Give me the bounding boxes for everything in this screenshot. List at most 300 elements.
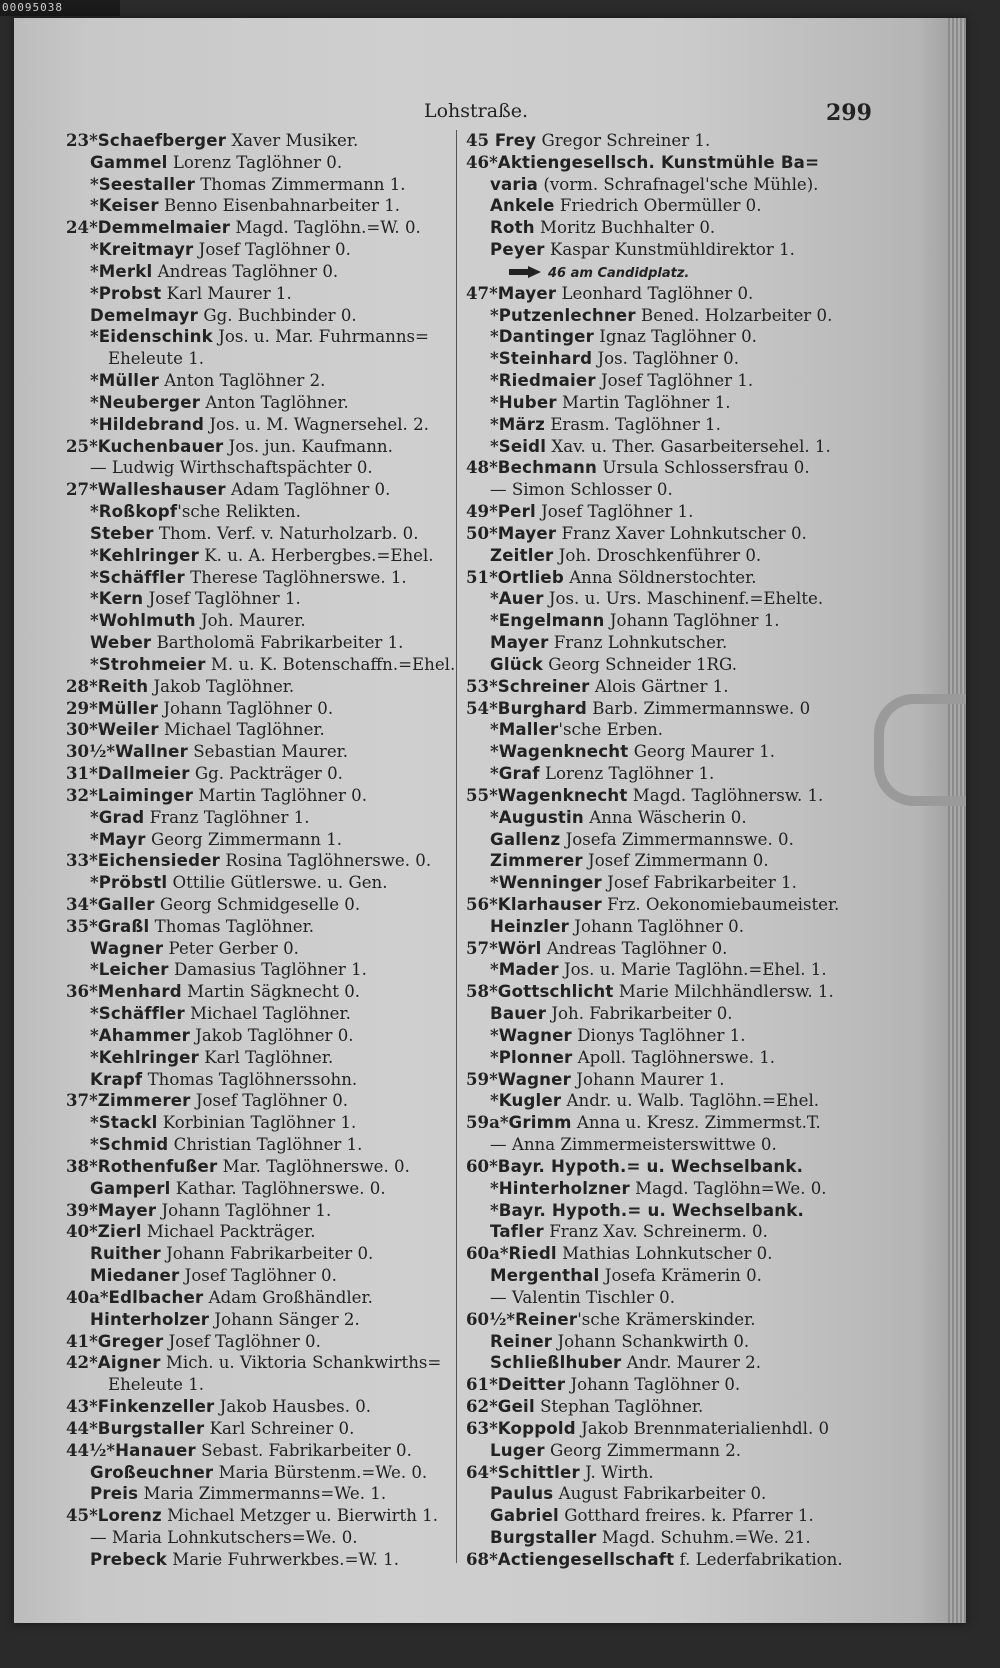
resident-surname: Aktiengesellsch. Kunstmühle Ba= xyxy=(497,152,820,172)
house-number: * xyxy=(490,391,499,412)
directory-entry xyxy=(466,348,886,370)
resident-details: Ursula Schlossersfrau 0. xyxy=(597,458,810,478)
house-number: * xyxy=(90,370,99,391)
resident-details: Adam Taglöhner 0. xyxy=(225,480,391,500)
directory-entry xyxy=(466,1221,886,1243)
resident-surname: Müller xyxy=(98,371,160,391)
resident-surname: Keiser xyxy=(98,196,159,216)
resident-surname: Wagner xyxy=(498,1025,572,1045)
resident-details: Ignaz Taglöhner 0. xyxy=(594,327,757,347)
house-number: 56* xyxy=(466,893,498,914)
house-number: 30½* xyxy=(66,741,116,762)
resident-details: Franz Taglöhner 1. xyxy=(144,807,310,827)
resident-details: Gotthard freires. k. Pfarrer 1. xyxy=(558,1506,814,1526)
resident-details: Andreas Taglöhner 0. xyxy=(541,938,728,958)
house-number: * xyxy=(90,282,99,303)
resident-details: Johann Maurer 1. xyxy=(571,1069,725,1089)
resident-surname: Graf xyxy=(498,764,540,784)
resident-details: Eheleute 1. xyxy=(108,349,205,369)
house-number: 31* xyxy=(66,763,98,784)
directory-entry xyxy=(466,217,886,239)
resident-details: August Fabrikarbeiter 0. xyxy=(553,1484,767,1504)
directory-entry xyxy=(66,1069,454,1091)
house-number: 36* xyxy=(66,981,98,1002)
directory-entry xyxy=(466,1527,886,1549)
resident-details: Magd. Taglöhn.=W. 0. xyxy=(230,218,421,238)
directory-entry xyxy=(66,152,454,174)
resident-surname: Actiengesellschaft xyxy=(497,1549,675,1569)
directory-entry xyxy=(66,174,454,196)
resident-surname: Mergenthal xyxy=(490,1266,600,1286)
resident-surname: Zimmerer xyxy=(490,851,583,871)
directory-entry xyxy=(66,370,454,392)
resident-details: Moritz Buchhalter 0. xyxy=(534,218,716,238)
resident-surname: Schittler xyxy=(497,1462,580,1482)
directory-entry xyxy=(466,436,886,458)
resident-surname: Ankele xyxy=(490,196,555,216)
resident-details: Apoll. Taglöhnerswe. 1. xyxy=(572,1047,776,1067)
directory-entry xyxy=(66,698,454,720)
resident-surname: Weiler xyxy=(97,720,159,740)
resident-details: 'sche Erben. xyxy=(558,720,664,740)
resident-details: Andreas Taglöhner 0. xyxy=(152,261,339,281)
resident-details: Magd. Taglöhn=We. 0. xyxy=(629,1178,827,1198)
resident-details: f. Lederfabrikation. xyxy=(674,1549,843,1569)
resident-surname: Maller xyxy=(498,720,559,740)
resident-surname: Wagner xyxy=(497,1069,572,1089)
resident-surname: Kuchenbauer xyxy=(97,436,224,456)
resident-details: Magd. Schuhm.=We. 21. xyxy=(596,1528,811,1547)
house-number: 60a* xyxy=(466,1243,509,1264)
house-number: * xyxy=(90,610,99,631)
resident-surname: Wallner xyxy=(115,742,189,762)
resident-surname: Demelmayr xyxy=(90,305,199,325)
directory-entry xyxy=(66,1178,454,1200)
directory-entry xyxy=(466,195,886,217)
house-number: 58* xyxy=(466,981,498,1002)
resident-surname: Mayer xyxy=(497,283,557,303)
resident-surname: Steinhard xyxy=(498,349,593,369)
directory-entry xyxy=(466,1047,886,1069)
directory-entry xyxy=(66,1331,454,1353)
resident-details: Andr. Maurer 2. xyxy=(621,1353,761,1373)
resident-surname: Demmelmaier xyxy=(97,218,231,238)
directory-entry xyxy=(66,719,454,741)
resident-details: — Anna Zimmermeisterswittwe 0. xyxy=(490,1135,777,1155)
directory-entry xyxy=(66,959,454,981)
resident-details: Mathias Lohnkutscher 0. xyxy=(556,1244,773,1264)
directory-entry xyxy=(66,588,454,610)
directory-entry xyxy=(466,1112,886,1134)
resident-surname: Probst xyxy=(98,283,162,303)
resident-surname: Zeitler xyxy=(490,545,554,565)
resident-surname: Roth xyxy=(490,218,535,238)
house-number: * xyxy=(90,544,99,565)
house-number: * xyxy=(490,719,499,740)
resident-surname: Bayr. Hypoth.= u. Wechselbank. xyxy=(498,1200,805,1220)
resident-details: Martin Taglöhner 1. xyxy=(556,392,731,412)
resident-details: Anna Wäscherin 0. xyxy=(583,807,747,827)
house-number: * xyxy=(490,588,499,609)
directory-entry xyxy=(466,981,886,1003)
pointing-hand-icon xyxy=(508,265,542,279)
resident-details: Jos. u. Urs. Maschinenf.=Ehelte. xyxy=(543,589,824,609)
resident-details: Xaver Musiker. xyxy=(226,131,359,150)
house-number: 40* xyxy=(66,1221,98,1242)
directory-entry xyxy=(466,1090,886,1112)
house-number: 45 xyxy=(466,130,495,150)
directory-entry xyxy=(66,261,454,283)
resident-details: — Maria Lohnkutschers=We. 0. xyxy=(90,1528,358,1547)
directory-entry xyxy=(66,1505,454,1527)
directory-entry xyxy=(466,370,886,392)
directory-entry xyxy=(66,1156,454,1178)
house-number: 49* xyxy=(466,501,498,522)
house-number: * xyxy=(90,872,99,893)
resident-surname: Bechmann xyxy=(497,458,598,478)
directory-entry xyxy=(466,1287,886,1309)
resident-details: — Valentin Tischler 0. xyxy=(490,1287,676,1307)
resident-details: Josef Taglöhner 0. xyxy=(190,1091,349,1111)
resident-surname: Steber xyxy=(90,523,154,543)
directory-entry xyxy=(66,436,454,458)
resident-details: Bened. Holzarbeiter 0. xyxy=(635,305,833,325)
directory-entry xyxy=(66,1549,454,1571)
directory-entry xyxy=(66,392,454,414)
resident-details: 'sche Krämerskinder. xyxy=(577,1309,756,1329)
house-number: 42* xyxy=(66,1352,98,1373)
resident-surname: Geil xyxy=(497,1397,535,1417)
resident-surname: Reith xyxy=(97,676,149,696)
resident-details: Michael Taglöhner. xyxy=(158,720,325,740)
resident-details: Karl Schreiner 0. xyxy=(204,1418,355,1438)
resident-details: 'sche Relikten. xyxy=(177,502,301,522)
resident-details: Karl Taglöhner. xyxy=(199,1047,334,1067)
resident-surname: Schreiner xyxy=(497,676,590,696)
resident-details: Martin Taglöhner 0. xyxy=(193,785,368,805)
house-number: 30* xyxy=(66,719,98,740)
directory-entry xyxy=(466,959,886,981)
directory-entry xyxy=(66,195,454,217)
resident-details: Mar. Taglöhnerswe. 0. xyxy=(217,1156,410,1176)
directory-entry xyxy=(66,130,454,152)
resident-surname: Kreitmayr xyxy=(98,240,194,260)
directory-entry xyxy=(466,130,886,152)
resident-surname: Huber xyxy=(498,392,557,412)
resident-surname: Ruither xyxy=(90,1244,161,1264)
house-number: 47* xyxy=(466,282,498,303)
house-number: * xyxy=(90,1024,99,1045)
directory-entry xyxy=(66,829,454,851)
resident-surname: Gottschlicht xyxy=(497,982,614,1002)
directory-entry xyxy=(66,1462,454,1484)
resident-details: Marie Fuhrwerkbes.=W. 1. xyxy=(167,1549,400,1569)
resident-surname: Greger xyxy=(97,1331,164,1351)
directory-entry xyxy=(66,1287,454,1309)
house-number: 62* xyxy=(466,1396,498,1417)
house-number: 24* xyxy=(66,217,98,238)
resident-details: Michael Taglöhner. xyxy=(184,1004,351,1024)
page-edge xyxy=(948,18,966,1623)
resident-details: Stephan Taglöhner. xyxy=(534,1397,704,1417)
resident-details: Jakob Taglöhner. xyxy=(148,676,295,696)
house-number: * xyxy=(490,1046,499,1067)
resident-surname: Heinzler xyxy=(490,916,570,936)
resident-surname: Frey xyxy=(494,131,537,150)
directory-entry xyxy=(466,1374,886,1396)
house-number: 53* xyxy=(466,675,498,696)
binder-clip xyxy=(874,694,966,806)
resident-details: Xav. u. Ther. Gasarbeitersehel. 1. xyxy=(546,436,831,456)
resident-details: Georg Schmidgeselle 0. xyxy=(154,894,361,914)
house-number: 64* xyxy=(466,1461,498,1482)
house-number: * xyxy=(490,872,499,893)
house-number: 29* xyxy=(66,697,98,718)
resident-surname: Hanauer xyxy=(115,1440,196,1460)
resident-details: Anton Taglöhner. xyxy=(200,392,349,412)
resident-details: J. Wirth. xyxy=(579,1462,654,1482)
house-number: * xyxy=(490,370,499,391)
house-number: * xyxy=(490,1177,499,1198)
directory-entry xyxy=(66,1112,454,1134)
directory-entry xyxy=(466,1025,886,1047)
resident-surname: Paulus xyxy=(490,1484,554,1504)
resident-surname: Wagenknecht xyxy=(498,742,629,762)
resident-details: M. u. K. Botenschaffn.=Ehel. xyxy=(205,654,456,674)
resident-details: Johann Taglöhner 1. xyxy=(604,611,780,631)
resident-details: Jos. u. Mar. Fuhrmanns= xyxy=(212,327,429,347)
resident-surname: Mayer xyxy=(97,1200,157,1220)
resident-details: Michael Metzger u. Bierwirth 1. xyxy=(161,1506,438,1526)
resident-details: Franz Xav. Schreinerm. 0. xyxy=(543,1222,768,1242)
resident-surname: Reiner xyxy=(490,1331,553,1351)
column-divider xyxy=(456,130,457,1563)
directory-entry xyxy=(466,545,886,567)
resident-details: Anna u. Kresz. Zimmermst.T. xyxy=(571,1113,821,1133)
directory-entry xyxy=(66,217,454,239)
resident-surname: Peyer xyxy=(490,240,545,260)
directory-entry xyxy=(466,283,886,305)
directory-entry xyxy=(466,938,886,960)
resident-details: Barb. Zimmermannswe. 0 xyxy=(586,698,811,718)
resident-details: Johann Fabrikarbeiter 0. xyxy=(160,1244,374,1264)
resident-surname: Luger xyxy=(490,1440,545,1460)
directory-entry xyxy=(466,523,886,545)
resident-details: — Ludwig Wirthschaftspächter 0. xyxy=(90,458,373,478)
resident-surname: Roßkopf xyxy=(98,502,178,522)
resident-surname: Burghard xyxy=(497,698,587,718)
directory-entry xyxy=(66,1243,454,1265)
resident-surname: Ahammer xyxy=(98,1025,190,1045)
resident-details: Jos. jun. Kaufmann. xyxy=(223,436,393,456)
resident-details: Mich. u. Viktoria Schankwirths= xyxy=(160,1353,442,1373)
resident-surname: Mayer xyxy=(490,633,549,653)
directory-entry xyxy=(466,152,886,174)
resident-surname: Kehlringer xyxy=(98,545,200,565)
resident-details: — Simon Schlosser 0. xyxy=(490,480,673,500)
cross-reference-note: 46 am Candidplatz. xyxy=(548,265,690,281)
resident-details: Lorenz Taglöhner 0. xyxy=(167,152,343,172)
directory-entry xyxy=(66,545,454,567)
house-number: * xyxy=(490,610,499,631)
house-number: * xyxy=(490,304,499,325)
resident-surname: Großeuchner xyxy=(90,1462,214,1482)
house-number: 33* xyxy=(66,850,98,871)
resident-details: Jos. Taglöhner 0. xyxy=(592,349,740,369)
house-number: 63* xyxy=(466,1417,498,1438)
directory-entry xyxy=(466,1331,886,1353)
resident-surname: Klarhauser xyxy=(497,894,602,914)
house-number: 45* xyxy=(66,1505,98,1526)
house-number: 35* xyxy=(66,915,98,936)
resident-surname: Krapf xyxy=(90,1069,143,1089)
house-number: * xyxy=(490,1090,499,1111)
house-number: 38* xyxy=(66,1155,98,1176)
resident-surname: Miedaner xyxy=(90,1266,180,1286)
directory-entry xyxy=(466,1003,886,1025)
resident-surname: Wagenknecht xyxy=(497,785,628,805)
house-number: 40a* xyxy=(66,1286,109,1307)
resident-surname: Riedl xyxy=(508,1244,557,1264)
directory-entry xyxy=(466,305,886,327)
resident-surname: Rothenfußer xyxy=(97,1156,218,1176)
directory-entry xyxy=(466,414,886,436)
house-number: * xyxy=(90,195,99,216)
directory-entry xyxy=(466,1483,886,1505)
directory-entry xyxy=(66,654,454,676)
resident-surname: Finkenzeller xyxy=(97,1397,215,1417)
house-number: 61* xyxy=(466,1374,498,1395)
resident-surname: Deitter xyxy=(497,1375,566,1395)
resident-details: Johann Taglöhner 1. xyxy=(156,1200,332,1220)
house-number: 59* xyxy=(466,1068,498,1089)
resident-surname: Gammel xyxy=(90,152,168,172)
house-number: 48* xyxy=(466,457,498,478)
resident-surname: Auer xyxy=(498,589,544,609)
directory-entry xyxy=(466,1265,886,1287)
house-number: * xyxy=(490,806,499,827)
resident-details: Kaspar Kunstmühldirektor 1. xyxy=(544,240,795,260)
house-number: * xyxy=(490,1024,499,1045)
resident-details: Lorenz Taglöhner 1. xyxy=(539,764,715,784)
directory-entry xyxy=(466,916,886,938)
resident-surname: Reiner xyxy=(515,1309,578,1329)
resident-surname: Neuberger xyxy=(98,392,201,412)
resident-surname: Mayer xyxy=(497,523,557,543)
resident-details: Georg Zimmermann 2. xyxy=(544,1440,742,1460)
resident-surname: Stackl xyxy=(98,1113,158,1133)
resident-details: Josef Taglöhner 1. xyxy=(535,502,694,522)
house-number: 51* xyxy=(466,566,498,587)
house-number: * xyxy=(90,653,99,674)
resident-details: Josefa Krämerin 0. xyxy=(599,1266,762,1286)
resident-surname: varia xyxy=(490,174,539,194)
house-number: * xyxy=(90,1134,99,1155)
right-column xyxy=(466,130,886,1571)
resident-surname: Dallmeier xyxy=(97,764,190,784)
directory-entry xyxy=(66,457,454,479)
resident-surname: Schäffler xyxy=(98,567,185,587)
house-number: 32* xyxy=(66,784,98,805)
house-number: 41* xyxy=(66,1330,98,1351)
resident-details: Friedrich Obermüller 0. xyxy=(554,196,762,216)
directory-entry xyxy=(66,1396,454,1418)
house-number: 44* xyxy=(66,1417,98,1438)
resident-details: Frz. Oekonomiebaumeister. xyxy=(601,894,840,914)
house-number: 44½* xyxy=(66,1439,116,1460)
directory-entry xyxy=(466,1156,886,1178)
resident-details: Josef Taglöhner 1. xyxy=(595,371,754,391)
resident-surname: Grimm xyxy=(508,1113,572,1133)
house-number: * xyxy=(490,413,499,434)
directory-entry xyxy=(466,1134,886,1156)
resident-surname: Seestaller xyxy=(98,174,195,194)
resident-surname: Grad xyxy=(98,807,145,827)
house-number: 60½* xyxy=(466,1308,516,1329)
resident-surname: Galler xyxy=(97,894,155,914)
directory-entry xyxy=(466,894,886,916)
house-number: * xyxy=(90,326,99,347)
house-number: 34* xyxy=(66,893,98,914)
directory-entry xyxy=(466,567,886,589)
house-number: 55* xyxy=(466,784,498,805)
directory-entry xyxy=(466,326,886,348)
house-number: * xyxy=(90,239,99,260)
house-number: 59a* xyxy=(466,1112,509,1133)
scan-id-label: 00095038 xyxy=(0,0,120,16)
resident-surname: Leicher xyxy=(98,960,169,980)
house-number: 68* xyxy=(466,1548,498,1569)
house-number: 60* xyxy=(466,1155,498,1176)
resident-details: Eheleute 1. xyxy=(108,1375,205,1395)
resident-surname: Plonner xyxy=(498,1047,573,1067)
directory-entry xyxy=(466,872,886,894)
resident-details: Marie Milchhändlersw. 1. xyxy=(613,982,834,1002)
house-number: * xyxy=(490,959,499,980)
resident-details: Maria Bürstenm.=We. 0. xyxy=(213,1462,428,1482)
resident-details: Georg Maurer 1. xyxy=(628,742,775,762)
resident-surname: Merkl xyxy=(98,261,153,281)
directory-entry xyxy=(66,916,454,938)
resident-details: Jos. u. Marie Taglöhn.=Ehel. 1. xyxy=(558,960,827,980)
resident-details: Johann Schankwirth 0. xyxy=(552,1331,750,1351)
resident-surname: Bauer xyxy=(490,1004,547,1024)
house-number: 43* xyxy=(66,1396,98,1417)
directory-entry xyxy=(66,479,454,501)
resident-details: Josef Fabrikarbeiter 1. xyxy=(601,873,797,893)
left-column xyxy=(66,130,454,1571)
directory-entry xyxy=(66,501,454,523)
resident-surname: Mader xyxy=(498,960,559,980)
directory-entry xyxy=(466,654,886,676)
resident-details: Magd. Taglöhnersw. 1. xyxy=(627,785,824,805)
resident-details: Martin Sägknecht 0. xyxy=(181,982,361,1002)
resident-details: Gg. Buchbinder 0. xyxy=(198,305,357,325)
directory-entry xyxy=(66,872,454,894)
resident-surname: Hildebrand xyxy=(98,414,205,434)
resident-details: Josefa Zimmermannswe. 0. xyxy=(560,829,794,849)
resident-surname: Gamperl xyxy=(90,1178,171,1198)
resident-surname: Strohmeier xyxy=(98,654,206,674)
directory-entry xyxy=(466,719,886,741)
resident-surname: Eichensieder xyxy=(97,851,221,871)
house-number: * xyxy=(90,566,99,587)
directory-entry xyxy=(66,326,454,348)
house-number: 27* xyxy=(66,479,98,500)
directory-entry xyxy=(66,283,454,305)
resident-details: Rosina Taglöhnerswe. 0. xyxy=(220,851,432,871)
resident-details: Michael Packträger. xyxy=(141,1222,316,1242)
